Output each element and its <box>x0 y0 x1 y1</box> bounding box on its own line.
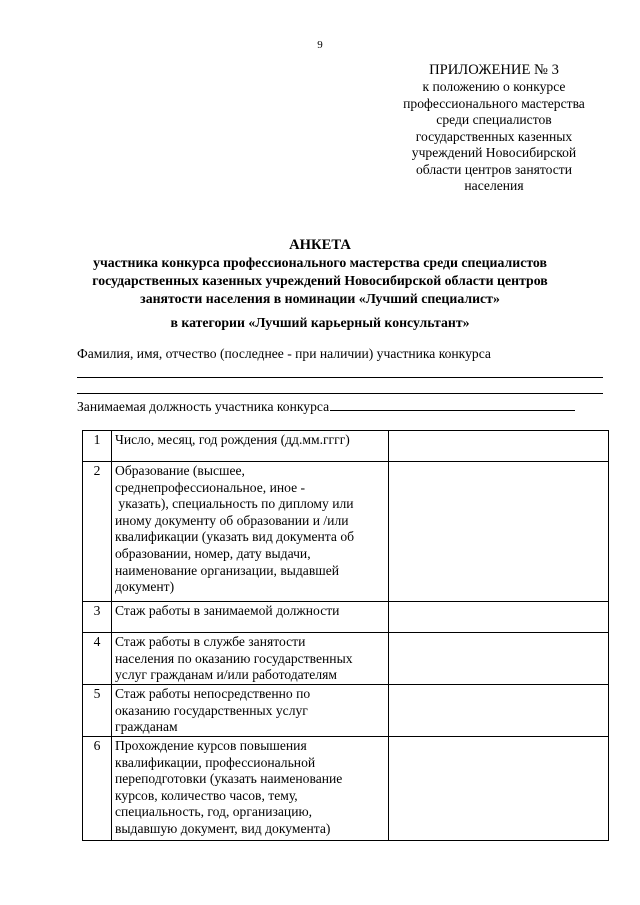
appendix-line: учреждений Новосибирской <box>411 145 577 160</box>
appendix-block <box>386 62 602 195</box>
question-line: Прохождение курсов повышения <box>115 738 307 753</box>
row-answer-cell[interactable] <box>389 633 609 685</box>
row-question <box>112 737 389 841</box>
appendix-line: области центров занятости <box>415 161 573 177</box>
question-line: Стаж работы непосредственно по <box>115 686 311 701</box>
question-line: Стаж работы в службе занятости <box>115 634 306 649</box>
full-name-blank-line-2[interactable] <box>77 393 603 394</box>
appendix-line: к положению о конкурсе <box>422 79 566 94</box>
position-field <box>77 398 575 415</box>
full-name-blank-line[interactable] <box>77 377 603 378</box>
question-line: оказанию государственных услуг <box>115 702 308 718</box>
question-line: услуг гражданам и/или работодателям <box>115 667 337 683</box>
question-line: Число, месяц, год рождения (дд.мм.гггг) <box>115 432 350 447</box>
row-answer-cell[interactable] <box>389 737 609 841</box>
question-line: квалификации (указать вид документа об <box>115 529 355 545</box>
table-row <box>83 431 609 462</box>
question-line: Образование (высшее, <box>115 463 245 478</box>
appendix-line: государственных казенных <box>415 128 573 144</box>
question-line: специальность, год, организацию, <box>115 804 313 820</box>
questionnaire-table <box>82 430 609 841</box>
row-number: 4 <box>83 633 112 685</box>
question-line: Стаж работы в занимаемой должности <box>115 603 340 618</box>
row-answer-cell[interactable] <box>389 685 609 737</box>
row-number: 2 <box>83 462 112 602</box>
row-question <box>112 602 389 633</box>
row-answer-cell[interactable] <box>389 431 609 462</box>
full-name-label: Фамилия, имя, отчество (последнее - при наличии) участника конкурса <box>77 346 491 361</box>
question-line: указать), специальность по диплому или <box>115 496 354 512</box>
question-line: гражданам <box>115 719 178 735</box>
row-answer-cell[interactable] <box>389 462 609 602</box>
row-number: 1 <box>83 431 112 462</box>
question-line: квалификации, профессиональной <box>115 754 316 770</box>
table-row <box>83 633 609 685</box>
question-line: иному документу об образовании и /или <box>115 512 349 528</box>
position-label: Занимаемая должность участника конкурса <box>77 399 330 414</box>
appendix-line: профессионального мастерства <box>403 95 585 111</box>
row-number: 3 <box>83 602 112 633</box>
question-line: среднепрофессиональное, иное - <box>115 479 306 495</box>
appendix-title: ПРИЛОЖЕНИЕ № 3 <box>429 62 559 78</box>
position-blank-line[interactable] <box>330 398 575 411</box>
question-line: наименование организации, выдавшей <box>115 562 340 578</box>
row-question <box>112 685 389 737</box>
row-question <box>112 462 389 602</box>
question-line: курсов, количество часов, тему, <box>115 787 298 803</box>
row-question <box>112 431 389 462</box>
table-row <box>83 737 609 841</box>
appendix-line: среди специалистов <box>436 112 552 127</box>
row-number: 6 <box>83 737 112 841</box>
question-line: документ) <box>115 579 175 595</box>
row-number: 5 <box>83 685 112 737</box>
question-line: населения по оказанию государственных <box>115 650 353 666</box>
form-heading: АНКЕТА <box>289 237 351 253</box>
question-line: переподготовки (указать наименование <box>115 771 343 787</box>
question-line: выдавшую документ, вид документа) <box>115 820 331 836</box>
form-subtitle-line: участника конкурса профессионального мастерства среди специалистов <box>93 255 547 270</box>
form-title-block <box>60 236 580 332</box>
row-answer-cell[interactable] <box>389 602 609 633</box>
question-line: образовании, номер, дату выдачи, <box>115 545 311 561</box>
table-row <box>83 462 609 602</box>
form-subtitle-line: занятости населения в номинации «Лучший специалист» <box>140 291 500 306</box>
table-row <box>83 602 609 633</box>
page-number: 9 <box>317 39 323 51</box>
form-category: в категории «Лучший карьерный консультант» <box>170 315 470 330</box>
table-row <box>83 685 609 737</box>
form-subtitle-line: государственных казенных учреждений Новосибирской области центров <box>92 273 548 288</box>
appendix-line: населения <box>464 178 524 193</box>
row-question <box>112 633 389 685</box>
